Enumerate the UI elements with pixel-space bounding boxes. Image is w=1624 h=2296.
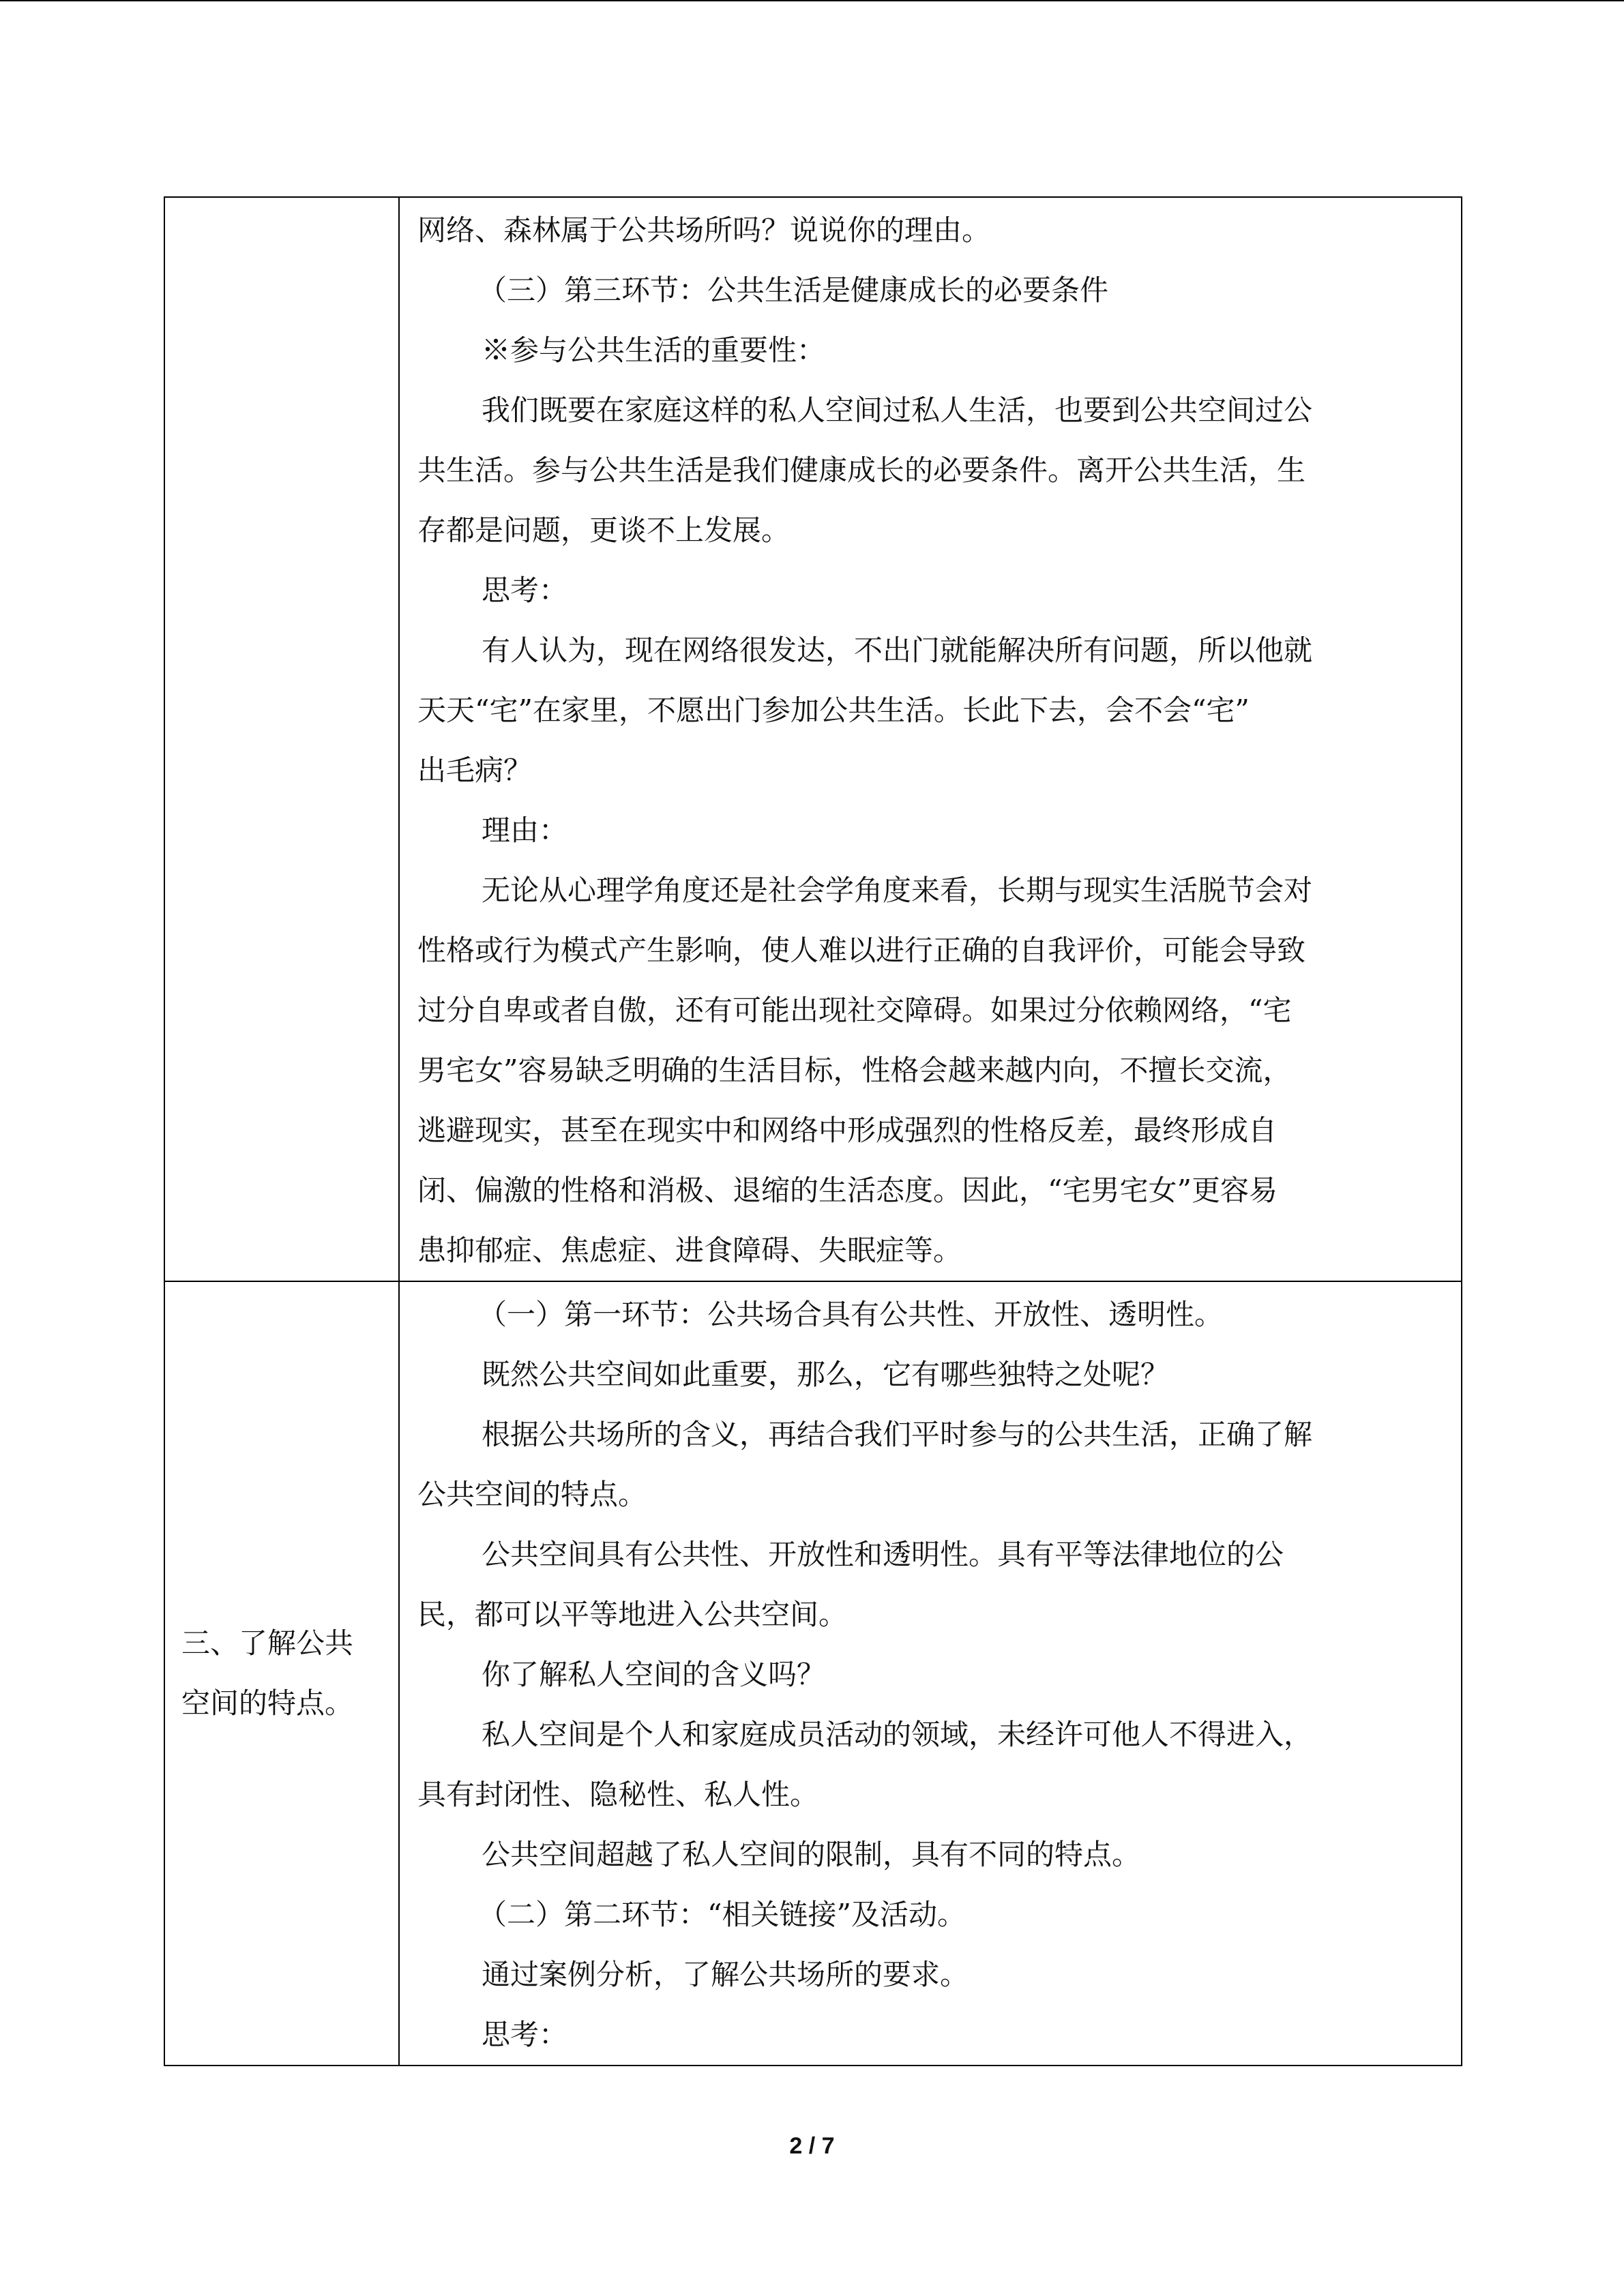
content-line: 网络、森林属于公共场所吗？说说你的理由。 [417, 213, 991, 247]
content-line: 有人认为，现在网络很发达，不出门就能解决所有问题，所以他就 [482, 633, 1313, 667]
content-line: 过分自卑或者自傲，还有可能出现社交障碍。如果过分依赖网络，“宅 [417, 994, 1292, 1027]
page-number: 2 / 7 [789, 2133, 835, 2159]
content-line: 共生活。参与公共生活是我们健康成长的必要条件。离开公共生活，生 [417, 453, 1306, 487]
content-line: 具有封闭性、隐秘性、私人性。 [417, 1778, 819, 1811]
content-line: 根据公共场所的含义，再结合我们平时参与的公共生活，正确了解 [482, 1418, 1313, 1451]
row-content-cell [399, 1281, 1462, 2066]
table-row-continued [164, 197, 1462, 1281]
content-line: 通过案例分析，了解公共场所的要求。 [482, 1958, 969, 1991]
content-line: 闭、偏激的性格和消极、退缩的生活态度。因此，“宅男宅女”更容易 [417, 1174, 1278, 1207]
content-line: 公共空间超越了私人空间的限制，具有不同的特点。 [482, 1838, 1141, 1871]
content-line: 公共空间的特点。 [417, 1478, 647, 1511]
content-line: 天天“宅”在家里，不愿出门参加公共生活。长此下去，会不会“宅” [417, 694, 1250, 727]
section-heading: （三）第三环节：公共生活是健康成长的必要条件 [478, 273, 1109, 307]
content-line: ※参与公共生活的重要性： [482, 333, 826, 367]
content-line: 我们既要在家庭这样的私人空间过私人生活，也要到公共空间过公 [482, 393, 1313, 427]
row-label-cell [164, 1281, 399, 2066]
section-heading: （二）第二环节：“相关链接”及活动。 [478, 1898, 966, 1931]
content-line: 患抑郁症、焦虑症、进食障碍、失眠症等。 [417, 1234, 962, 1267]
content-line: 公共空间具有公共性、开放性和透明性。具有平等法律地位的公 [482, 1538, 1284, 1571]
row-label-line: 三、了解公共 [181, 1626, 354, 1660]
content-line: 私人空间是个人和家庭成员活动的领域，未经许可他人不得进入， [482, 1718, 1313, 1751]
top-border-line [0, 0, 1624, 1]
row-content-cell [399, 197, 1462, 1281]
content-line: 既然公共空间如此重要，那么，它有哪些独特之处呢？ [482, 1358, 1170, 1391]
table-row-section-3 [164, 1281, 1462, 2066]
content-line: 无论从心理学角度还是社会学角度来看，长期与现实生活脱节会对 [482, 874, 1313, 907]
row-label-line: 空间的特点。 [181, 1686, 354, 1720]
content-line: 逃避现实，甚至在现实中和网络中形成强烈的性格反差，最终形成自 [417, 1114, 1278, 1147]
content-line: 男宅女”容易缺乏明确的生活目标，性格会越来越内向，不擅长交流， [417, 1054, 1292, 1087]
content-line: 思考： [482, 2018, 568, 2051]
row-label-cell-empty [164, 197, 399, 1281]
lesson-plan-table [164, 196, 1462, 2066]
content-line: 民，都可以平等地进入公共空间。 [417, 1598, 848, 1631]
content-line: 你了解私人空间的含义吗？ [482, 1658, 826, 1691]
content-line: 存都是问题，更谈不上发展。 [417, 513, 791, 547]
content-line: 理由： [482, 814, 568, 847]
section-heading: （一）第一环节：公共场合具有公共性、开放性、透明性。 [478, 1298, 1224, 1331]
content-line: 思考： [482, 573, 568, 607]
content-line: 出毛病？ [417, 754, 533, 787]
content-line: 性格或行为模式产生影响，使人难以进行正确的自我评价，可能会导致 [417, 934, 1306, 967]
